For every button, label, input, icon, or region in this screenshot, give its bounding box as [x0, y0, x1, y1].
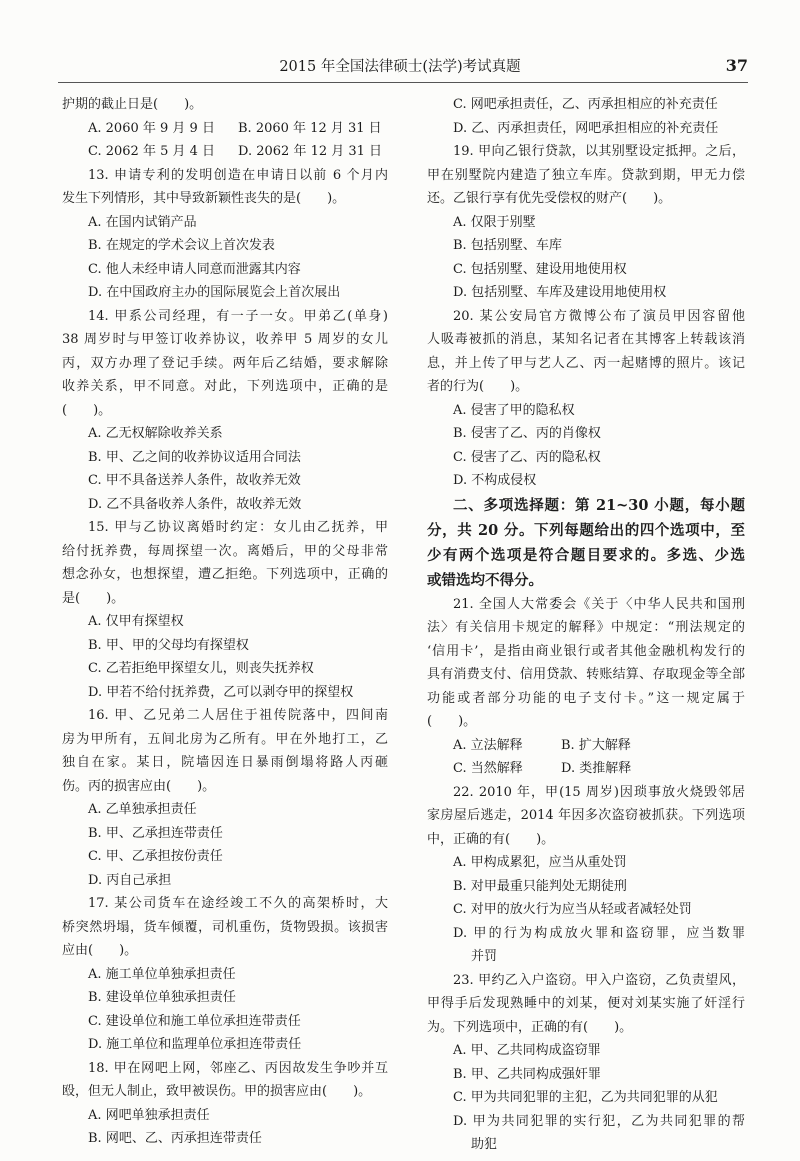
question-19-option-c: C. 包括别墅、建设用地使用权 — [453, 261, 627, 277]
question-22-option-a: A. 甲构成累犯，应当从重处罚 — [453, 855, 627, 870]
question-23-option-b: B. 甲、乙共同构成强奸罪 — [453, 1066, 601, 1082]
question-16-option-a: A. 乙单独承担责任 — [88, 802, 197, 817]
question-17-option-a: A. 施工单位单独承担责任 — [88, 966, 236, 982]
question-23-option-d: D. 甲为共同犯罪的实行犯，乙为共同犯罪的帮 — [453, 1113, 745, 1129]
question-15-stem-line: 想念孙女，也想探望，遭乙拒绝。下列选项中，正确的 — [62, 567, 388, 582]
question-14-stem-line: ( )。 — [62, 402, 112, 418]
question-14-option-c: C. 甲不具备送养人条件，故收养无效 — [88, 473, 301, 488]
question-14-option-b: B. 甲、乙之间的收养协议适用合同法 — [88, 449, 301, 465]
question-23-option-d-continued: 助犯 — [471, 1137, 498, 1152]
running-header-title: 2015 年全国法律硕士(法学)考试真题 — [279, 59, 521, 75]
question-18-option-a: A. 网吧单独承担责任 — [88, 1107, 210, 1123]
question-17-option-c: C. 建设单位和施工单位承担连带责任 — [88, 1013, 301, 1029]
question-12-stem-line: 护期的截止日是( )。 — [62, 97, 203, 112]
question-13-option-c: C. 他人未经申请人同意而泄露其内容 — [88, 261, 301, 277]
question-20-stem-line: 20. 某公安局官方微博公布了演员甲因容留他 — [453, 308, 745, 324]
question-22-stem-line: 中，正确的有( )。 — [427, 831, 555, 847]
question-20-stem-line: 息，并上传了甲与艺人乙、丙一起赌博的照片。该记 — [427, 355, 745, 371]
question-13-option-b: B. 在规定的学术会议上首次发表 — [88, 238, 275, 253]
question-16-option-b: B. 甲、乙承担连带责任 — [88, 825, 223, 841]
question-20-option-d: D. 不构成侵权 — [453, 473, 537, 488]
question-15-stem-line: 给付抚养费，每周探望一次。离婚后，甲的父母非常 — [62, 543, 388, 559]
question-15-option-b: B. 甲、甲的父母均有探望权 — [88, 637, 249, 653]
question-23-stem-line: 为。下列选项中，正确的有( )。 — [427, 1019, 633, 1035]
question-23-stem-line: 23. 甲约乙入户盗窃。甲入户盗窃，乙负责望风， — [453, 972, 745, 988]
question-14-stem-line: 收养关系，甲不同意。对此，下列选项中，正确的是 — [62, 379, 388, 394]
question-19-stem-line: 甲在别墅院内建造了独立车库。贷款到期，甲无力偿 — [427, 167, 745, 183]
question-15-stem-line: 15. 甲与乙协议离婚时约定：女儿由乙抚养，甲 — [88, 520, 388, 535]
question-12-options-row — [62, 140, 388, 164]
question-17-option-b: B. 建设单位单独承担责任 — [88, 990, 236, 1005]
question-17-stem-line: 17. 某公司货车在途经竣工不久的高架桥时，大 — [88, 896, 388, 911]
question-15-stem-line: 是( )。 — [62, 590, 125, 606]
question-21-option-b: B. 扩大解释 — [561, 737, 631, 753]
section-2-heading-line: 分，共 20 分。下列每题给出的四个选项中，至 — [427, 521, 745, 539]
question-14-option-d: D. 乙不具备收养人条件，故收养无效 — [88, 496, 302, 512]
section-2-heading-line: 二、多项选择题：第 21~30 小题，每小题 — [453, 496, 745, 514]
question-20-option-b: B. 侵害了乙、丙的肖像权 — [453, 426, 601, 441]
question-13-option-a: A. 在国内试销产品 — [88, 214, 197, 230]
question-20-option-a: A. 侵害了甲的隐私权 — [453, 402, 575, 418]
question-21-stem-line: 法〉有关信用卡规定的解释》中规定：“刑法规定的 — [427, 620, 745, 635]
question-13-option-d: D. 在中国政府主办的国际展览会上首次展出 — [88, 285, 341, 300]
right-column — [427, 93, 745, 1157]
question-19-option-b: B. 包括别墅、车库 — [453, 238, 562, 253]
question-15-option-d: D. 甲若不给付抚养费，乙可以剥夺甲的探望权 — [88, 684, 354, 700]
question-16-option-d: D. 丙自己承担 — [88, 872, 172, 888]
question-22-option-d-continued: 并罚 — [471, 949, 498, 964]
page-number: 37 — [725, 56, 748, 75]
question-17-stem-line: 应由( )。 — [62, 943, 138, 958]
question-22-option-b: B. 对甲最重只能判处无期徒刑 — [453, 878, 627, 894]
question-22-stem-line: 家房屋后逃走，2014 年因多次盗窃被抓获。下列选项 — [427, 808, 745, 823]
question-13-stem-line: 13. 申请专利的发明创造在申请日以前 6 个月内 — [88, 167, 388, 183]
section-2-heading-line: 少有两个选项是符合题目要求的。多选、少选 — [427, 546, 745, 564]
question-23-option-a: A. 甲、乙共同构成盗窃罪 — [453, 1043, 601, 1058]
question-12-options-row — [62, 117, 388, 141]
header-rule — [58, 82, 748, 83]
question-22-option-d: D. 甲的行为构成放火罪和盗窃罪，应当数罪 — [453, 925, 745, 941]
question-23-stem-line: 甲得手后发现熟睡中的刘某，便对刘某实施了奸淫行 — [427, 996, 745, 1011]
question-17-stem-line: 桥突然坍塌，货车倾覆，司机重伤，货物毁损。该损害 — [62, 919, 388, 935]
question-21-stem-line: ( )。 — [427, 714, 477, 729]
question-14-stem-line: 丙，双方办理了登记手续。两年后乙结婚，要求解除 — [62, 355, 388, 371]
question-13-stem-line: 发生下列情形，其中导致新颖性丧失的是( )。 — [62, 191, 346, 206]
question-21-option-d: D. 类推解释 — [561, 761, 632, 776]
question-18-option-c: C. 网吧承担责任，乙、丙承担相应的补充责任 — [453, 97, 718, 112]
question-19-stem-line: 19. 甲向乙银行贷款，以其别墅设定抵押。之后， — [453, 144, 745, 159]
question-20-option-c: C. 侵害了乙、丙的隐私权 — [453, 449, 601, 465]
question-19-stem-line: 还。乙银行享有优先受偿权的财产( )。 — [427, 191, 672, 206]
question-21-option-c: C. 当然解释 — [453, 761, 523, 776]
section-2-heading-line: 或错选均不得分。 — [427, 571, 543, 589]
question-20-stem-line: 人吸毒被抓的消息，某知名记者在其博客上转载该消 — [427, 332, 745, 347]
question-21-stem-line: ‘信用卡’，是指由商业银行或者其他金融机构发行的 — [427, 643, 745, 659]
question-12-option-d: D. 2062 年 12 月 31 日 — [238, 144, 383, 159]
question-15-option-a: A. 仅甲有探望权 — [88, 614, 184, 629]
question-14-stem-line: 14. 甲系公司经理，有一子一女。甲弟乙(单身) — [88, 308, 388, 324]
question-16-option-c: C. 甲、乙承担按份责任 — [88, 849, 223, 864]
question-12-option-a: A. 2060 年 9 月 9 日 — [88, 120, 215, 136]
question-16-stem-line: 16. 甲、乙兄弟二人居住于祖传院落中，四间南 — [88, 708, 388, 723]
question-14-stem-line: 38 周岁时与甲签订收养协议，收养甲 5 周岁的女儿 — [62, 332, 388, 347]
question-21-stem-line: 功能或者部分功能的电子支付卡。”这一规定属于 — [427, 690, 745, 706]
question-12-option-c: C. 2062 年 5 月 4 日 — [88, 144, 216, 159]
question-18-option-d: D. 乙、丙承担责任，网吧承担相应的补充责任 — [453, 120, 719, 136]
question-12-option-b: B. 2060 年 12 月 31 日 — [238, 120, 382, 136]
question-16-stem-line: 房为甲所有，五间北房为乙所有。甲在外地打工，乙 — [62, 731, 388, 747]
question-17-option-d: D. 施工单位和监理单位承担连带责任 — [88, 1037, 302, 1052]
question-18-option-b: B. 网吧、乙、丙承担连带责任 — [88, 1131, 262, 1146]
question-16-stem-line: 伤。丙的损害应由( )。 — [62, 778, 216, 794]
question-18-stem-line: 18. 甲在网吧上网，邻座乙、丙因故发生争吵并互 — [88, 1060, 388, 1076]
question-18-stem-line: 殴，但无人制止，致甲被误伤。甲的损害应由( )。 — [62, 1084, 372, 1099]
question-22-option-c: C. 对甲的放火行为应当从轻或者减轻处罚 — [453, 902, 692, 917]
question-16-stem-line: 独自在家。某日，院墙因连日暴雨倒塌将路人丙砸 — [62, 755, 388, 770]
question-21-option-a: A. 立法解释 — [453, 737, 523, 753]
question-15-option-c: C. 乙若拒绝甲探望女儿，则丧失抚养权 — [88, 661, 314, 676]
question-21-stem-line: 具有消费支付、信用贷款、转账结算、存取现金等全部 — [427, 667, 745, 682]
question-21-options-row — [427, 734, 745, 758]
question-23-option-c: C. 甲为共同犯罪的主犯，乙为共同犯罪的从犯 — [453, 1090, 718, 1105]
question-22-stem-line: 22. 2010 年，甲(15 周岁)因琐事放火烧毁邻居 — [453, 784, 745, 800]
question-19-option-a: A. 仅限于别墅 — [453, 214, 536, 230]
question-21-options-row — [427, 757, 745, 781]
question-19-option-d: D. 包括别墅、车库及建设用地使用权 — [453, 285, 667, 300]
left-column — [62, 93, 388, 1151]
question-21-stem-line: 21. 全国人大常委会《关于〈中华人民共和国刑 — [453, 596, 745, 612]
question-20-stem-line: 者的行为( )。 — [427, 379, 529, 394]
question-14-option-a: A. 乙无权解除收养关系 — [88, 426, 223, 441]
